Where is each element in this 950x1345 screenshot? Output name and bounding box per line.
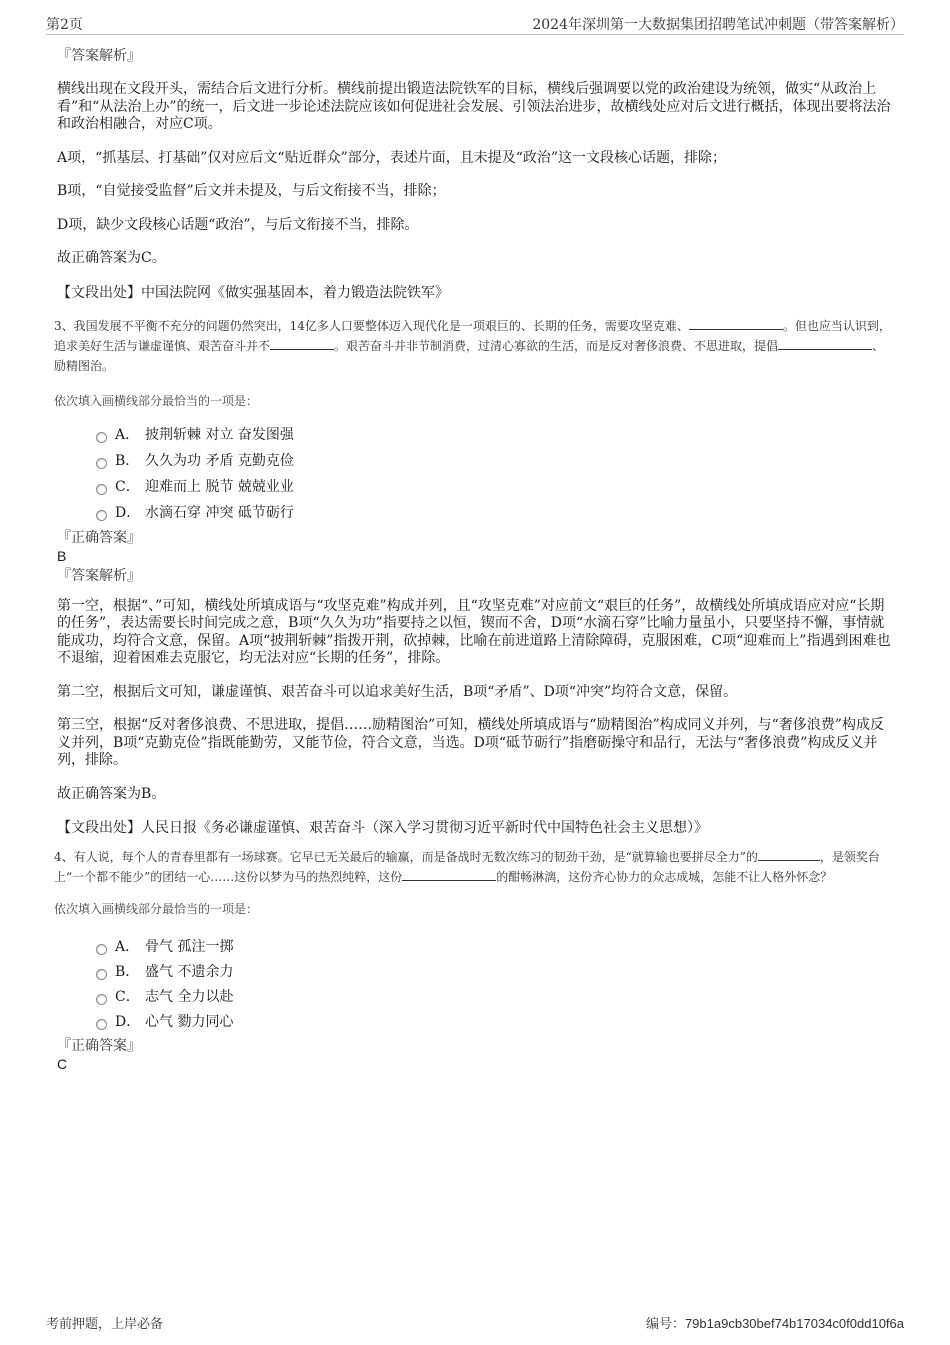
code-value: 79b1a9cb30bef74b17034c0f0dd10f6a [684,1316,904,1331]
option-d[interactable] [57,1012,895,1037]
question-text: 。但也应当认识到，追求美好生活与谦虚谨慎、艰苦奋斗并不 [54,318,891,353]
radio-button[interactable] [96,510,107,521]
option-text: 心气 勠力同心 [145,1014,234,1030]
analysis-label: 『答案解析』 [57,48,141,64]
radio-button[interactable] [96,969,107,980]
main-content [54,44,895,1073]
question-instruction: 依次填入画横线部分最恰当的一项是： [54,902,259,916]
analysis-paragraph: B项，“自觉接受监督”后文并未提及，与后文衔接不当，排除； [57,183,446,199]
analysis-paragraph: 第二空，根据后文可知，谦虚谨慎、艰苦奋斗可以追求美好生活，B项“矛盾”、D项“冲突”均符合文意，保留。 [57,683,738,700]
option-d[interactable] [57,503,895,529]
option-letter: A． [115,939,140,955]
question-text: 、励精图治。 [54,338,885,373]
page-header [46,14,904,35]
option-letter: B． [115,964,140,980]
code-label: 编号： [645,1317,685,1332]
option-letter: D． [115,1014,141,1030]
option-text: 久久为功 矛盾 克勤克俭 [145,452,294,469]
fill-blank [402,868,496,881]
question-text: 4、有人说，每个人的青春里都有一场球赛。它早已无关最后的输赢，而是备战时无数次练习的韧劲干劲，是“就算输也要拼尽全力”的 [54,850,758,864]
option-text: 披荆斩棘 对立 奋发图强 [145,426,294,443]
conclusion: 故正确答案为B。 [57,785,166,802]
correct-answer: B [57,547,67,564]
fill-blank [778,337,872,350]
option-c[interactable] [57,987,895,1012]
option-b[interactable] [57,451,895,477]
question-text: ，是领奖台上“一个都不能少”的团结一心……这份以梦为马的热烈纯粹，这份 [54,850,880,884]
radio-button[interactable] [96,432,107,443]
radio-button[interactable] [96,994,107,1005]
option-c[interactable] [57,477,895,503]
analysis-paragraph: 第一空，根据“、”可知，横线处所填成语与“攻坚克难”构成并列，且“攻坚克难”对应前文“艰巨的任务”，故横线处所填成语应对应“长期的任务”，表达需要长时间完成之意，B项“久久为功”指要持之以恒，锲而不舍，D项“水滴石穿”比喻力量虽小，只要坚持不懈，事情就能成功，均符合文意，保留。A项“披荆斩棘”指拨开荆，砍掉棘，比喻在前进道路上清除障碍，克服困难，C项“迎难而上”指遇到困难也不退缩，迎着困难去克服它，均无法对应“长期的任务”，排除。 [57,597,891,666]
document-title: 2024年深圳第一大数据集团招聘笔试冲刺题（带答案解析） [532,17,904,33]
conclusion: 故正确答案为C。 [57,250,166,266]
question-text: 的酣畅淋漓，这份齐心协力的众志成城，怎能不让人格外怀念？ [496,870,833,884]
analysis-paragraph: 横线出现在文段开头，需结合后文进行分析。横线前提出锻造法院铁军的目标，横线后强调要以党的政治建设为统领，做实“从政治上看”和“从法治上办”的统一，后文进一步论述法院应该如何促进社会发展、引领法治进步，故横线处应对后文进行概括，体现出要将法治和政治相融合，对应C项。 [57,81,891,132]
q4-options [57,937,895,1037]
radio-button[interactable] [96,484,107,495]
correct-answer-label: 『正确答案』 [57,529,141,546]
q3-options [57,425,895,529]
question-text: 。艰苦奋斗并非节制消费，过清心寡欲的生活，而是反对奢侈浪费、不思进取，提倡 [334,338,779,353]
analysis-paragraph: 第三空，根据“反对奢侈浪费、不思进取，提倡……励精图治”可知，横线处所填成语与“励精图治”构成同义并列，与“奢侈浪费”构成反义并列，B项“克勤克俭”指既能勤劳，又能节俭，符合文意，当选。D项“砥节砺行”指磨砺操守和品行，无法与“奢侈浪费”构成反义并列，排除。 [57,717,884,768]
radio-button[interactable] [96,944,107,955]
analysis-paragraph: D项，缺少文段核心话题“政治”，与后文衔接不当，排除。 [57,216,419,233]
radio-button[interactable] [96,1019,107,1030]
analysis-label: 『答案解析』 [57,567,141,584]
option-text: 水滴石穿 冲突 砥节砺行 [145,504,294,521]
option-letter: C． [115,989,140,1005]
option-text: 骨气 孤注一掷 [145,939,234,955]
source-citation: 【文段出处】人民日报《务必谦虚谨慎、艰苦奋斗（深入学习贯彻习近平新时代中国特色社会主义思想）》 [57,820,708,836]
option-text: 迎难而上 脱节 兢兢业业 [145,478,294,495]
option-a[interactable] [57,425,895,451]
option-letter: B． [115,452,140,469]
question-text: 3、我国发展不平衡不充分的问题仍然突出，14亿多人口要整体迈入现代化是一项艰巨的、长期的任务，需要攻坚克难、 [54,318,689,333]
option-text: 盛气 不遗余力 [145,964,234,980]
option-b[interactable] [57,962,895,987]
option-a[interactable] [57,937,895,962]
fill-blank [689,317,783,330]
correct-answer: C [57,1056,68,1072]
document-code [646,1313,904,1332]
page-footer [46,1313,904,1333]
option-letter: D． [115,504,141,521]
analysis-paragraph: A项，“抓基层、打基础”仅对应后文“贴近群众”部分，表述片面，且未提及“政治”这一文段核心话题，排除； [57,149,727,166]
question-instruction: 依次填入画横线部分最恰当的一项是： [54,393,259,408]
radio-button[interactable] [96,458,107,469]
fill-blank [758,848,820,861]
option-letter: C． [115,478,140,495]
question-3-stem [54,316,895,376]
option-letter: A． [115,426,140,443]
page-number: 第2页 [46,17,83,33]
fill-blank [270,337,334,350]
option-text: 志气 全力以赴 [145,989,234,1005]
question-4-stem [54,847,895,887]
source-citation: 【文段出处】中国法院网《做实强基固本，着力锻造法院铁军》 [57,284,449,301]
footer-slogan: 考前押题，上岸必备 [46,1317,164,1332]
correct-answer-label: 『正确答案』 [57,1038,141,1054]
